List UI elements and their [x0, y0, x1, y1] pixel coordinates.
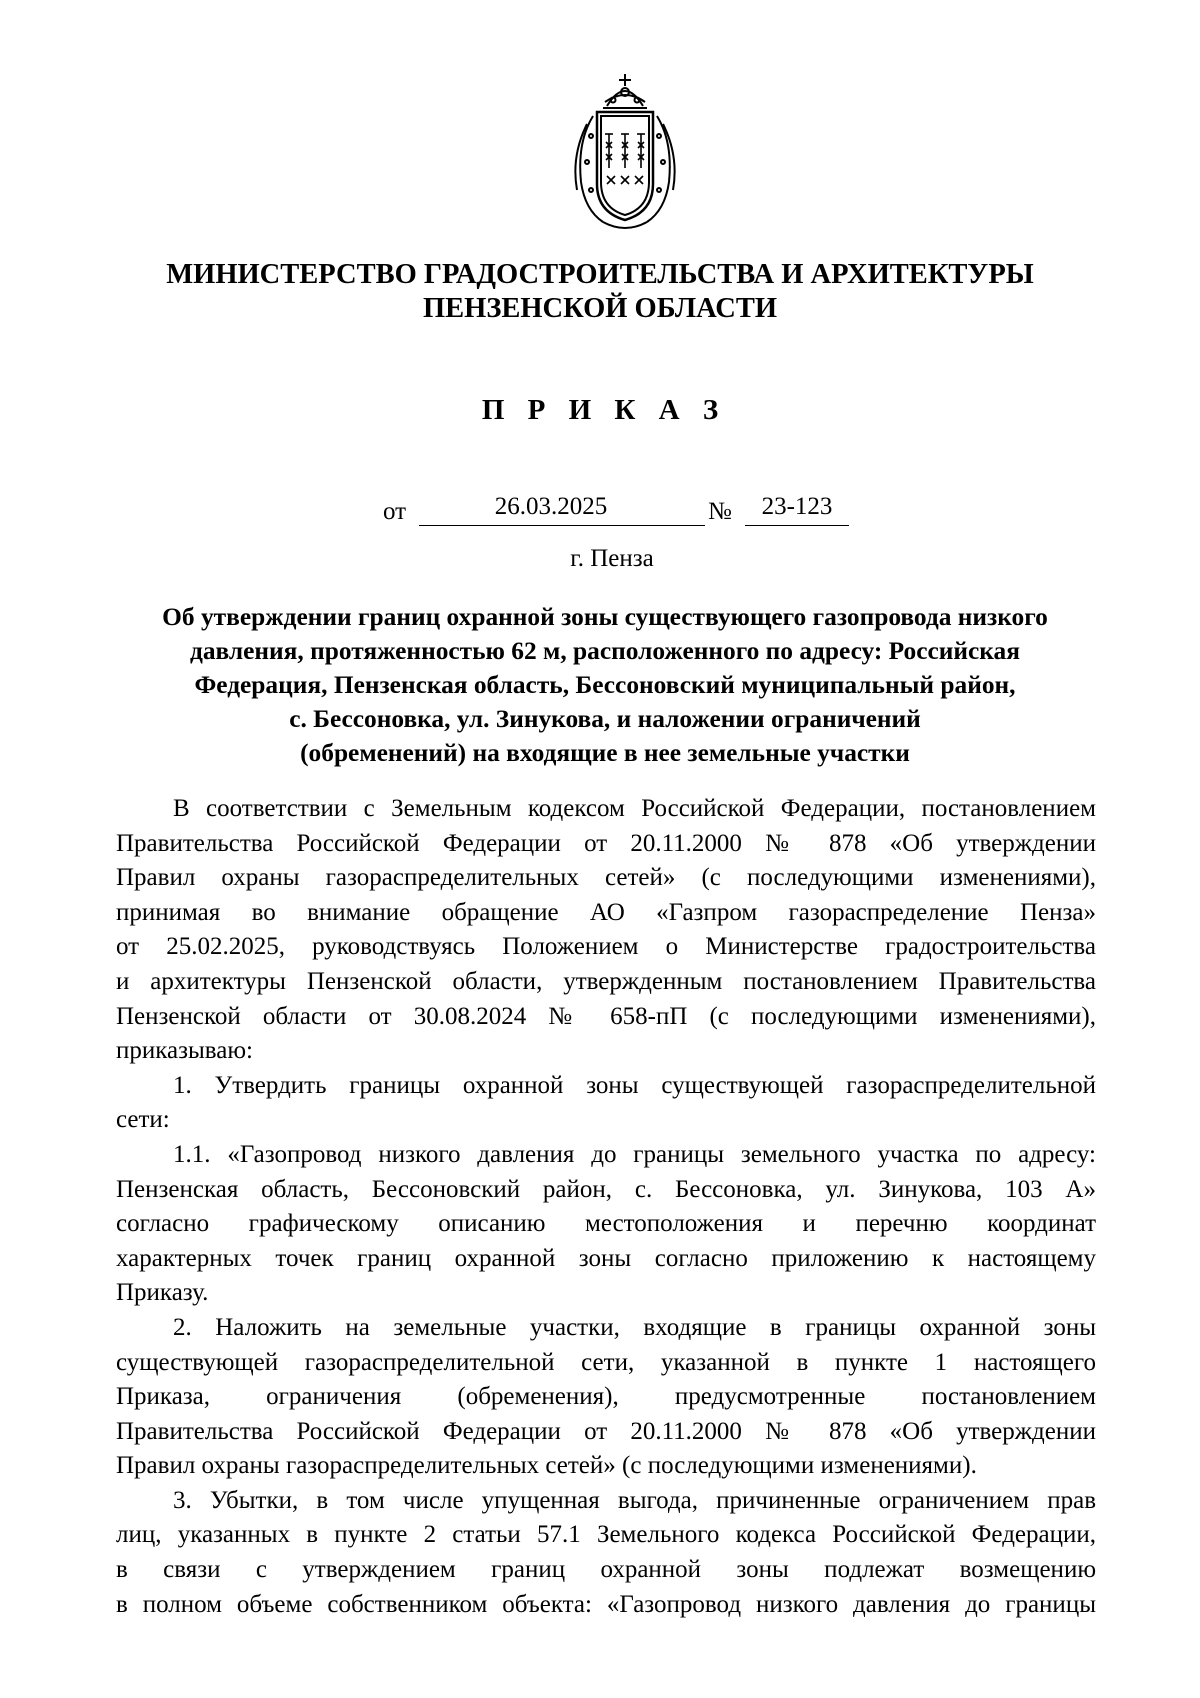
body-line: принимая во внимание обращение АО «Газпром газораспределение Пенза» — [116, 898, 1096, 926]
subject-line: (обременений) на входящие в нее земельные участки — [300, 739, 910, 767]
subject-line: давления, протяженностью 62 м, расположенного по адресу: Российская — [189, 637, 1020, 665]
subject-line: Об утверждении границ охранной зоны существующего газопровода низкого — [162, 603, 1048, 631]
body-line: Правительства Российской Федерации от 20.11.2000 № 878 «Об утверждении — [116, 1417, 1096, 1445]
body-line: 2. Наложить на земельные участки, входящие в границы охранной зоны — [173, 1313, 1096, 1341]
body-line: Приказу. — [116, 1279, 209, 1307]
paragraph-item-2 — [116, 1311, 1096, 1484]
document-type-title: П Р И К А З — [481, 394, 727, 426]
body-line: сети: — [116, 1106, 170, 1134]
body-line: Приказа, ограничения (обременения), предусмотренные постановлением — [116, 1383, 1096, 1411]
body-line: характерных точек границ охранной зоны согласно приложению к настоящему — [116, 1244, 1096, 1272]
body-line: Правил охраны газораспределительных сетей» (с последующими изменениями), — [116, 864, 1096, 892]
body-line: 1. Утвердить границы охранной зоны существующей газораспределительной — [173, 1071, 1096, 1099]
ministry-name-line-1: МИНИСТЕРСТВО ГРАДОСТРОИТЕЛЬСТВА И АРХИТЕКТУРЫ — [166, 259, 1034, 290]
document-body — [116, 792, 1096, 1622]
body-line: согласно графическому описанию местоположения и перечню координат — [116, 1210, 1096, 1238]
body-line: В соответствии с Земельным кодексом Российской Федерации, постановлением — [173, 795, 1096, 822]
body-line: Пензенской области от 30.08.2024 № 658-пП (с последующими изменениями), — [116, 1002, 1096, 1030]
body-line: 1.1. «Газопровод низкого давления до границы земельного участка по адресу: — [173, 1140, 1096, 1168]
body-line: Пензенская область, Бессоновский район, с. Бессоновка, ул. Зинукова, 103 А» — [116, 1175, 1096, 1203]
paragraph-item-1-1 — [116, 1138, 1096, 1311]
body-line: 3. Убытки, в том числе упущенная выгода, причиненные ограничением прав — [173, 1486, 1096, 1514]
body-line: в связи с утверждением границ охранной зоны подлежат возмещению — [116, 1556, 1096, 1584]
body-line: Правил охраны газораспределительных сетей» (с последующими изменениями). — [116, 1452, 977, 1480]
paragraph-item-3 — [116, 1484, 1096, 1622]
body-line: лиц, указанных в пункте 2 статьи 57.1 Земельного кодекса Российской Федерации, — [116, 1521, 1096, 1549]
document-subject — [110, 600, 1100, 770]
body-line: Правительства Российской Федерации от 20.11.2000 № 878 «Об утверждении — [116, 829, 1096, 857]
paragraph-preamble — [116, 792, 1096, 1069]
document-date: 26.03.2025 — [419, 492, 705, 526]
body-line: и архитектуры Пензенской области, утвержденным постановлением Правительства — [116, 967, 1096, 995]
date-label: от — [383, 498, 407, 525]
ministry-name-line-2: ПЕНЗЕНСКОЙ ОБЛАСТИ — [422, 293, 778, 324]
subject-line: Федерация, Пензенская область, Бессоновский муниципальный район, — [194, 671, 1016, 699]
document-city: г. Пенза — [570, 545, 654, 572]
body-line: приказываю: — [116, 1037, 253, 1065]
paragraph-item-1 — [116, 1069, 1096, 1138]
body-line: существующей газораспределительной сети, указанной в пункте 1 настоящего — [116, 1348, 1096, 1376]
body-line: от 25.02.2025, руководствуясь Положением о Министерстве градостроительства — [116, 933, 1096, 961]
number-label: № — [708, 498, 732, 525]
document-number: 23-123 — [745, 492, 849, 526]
body-line: в полном объеме собственником объекта: «Газопровод низкого давления до границы — [116, 1590, 1096, 1618]
subject-line: с. Бессоновка, ул. Зинукова, и наложении ограничений — [289, 705, 921, 733]
penza-region-coat-of-arms-icon — [563, 72, 687, 236]
